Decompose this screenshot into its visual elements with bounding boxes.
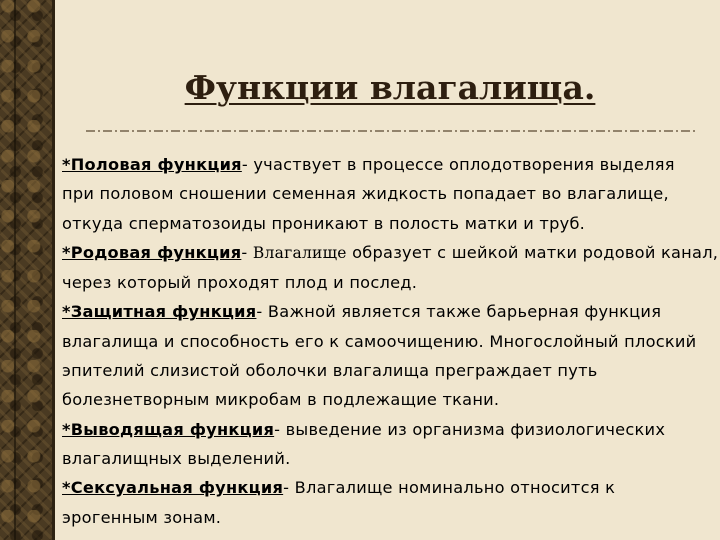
body-line: при половом сношении семенная жидкость попадает во влагалище, bbox=[62, 184, 669, 204]
slide-body bbox=[62, 150, 720, 530]
sidebar-stripe bbox=[14, 0, 16, 540]
term-excretory: *Выводящая функция bbox=[62, 419, 275, 439]
term-birth: *Родовая функция bbox=[62, 242, 242, 262]
body-line: влагалищных выделений. bbox=[62, 448, 291, 468]
section-text: участвует в процессе оплодотворения выделяя bbox=[253, 155, 675, 174]
sidebar-edge bbox=[52, 0, 55, 540]
body-line bbox=[62, 297, 720, 326]
section-text-serif: Влагалище bbox=[252, 243, 347, 262]
body-line bbox=[62, 238, 720, 268]
slide-title: Функции влагалища. bbox=[184, 68, 596, 107]
term-separator: - bbox=[283, 478, 295, 498]
body-line: эрогенным зонам. bbox=[62, 507, 222, 527]
dashed-divider bbox=[86, 128, 698, 134]
term-separator: - bbox=[256, 302, 268, 322]
section-text: выведение из организма физиологических bbox=[285, 419, 666, 439]
section-text: Важной является также барьерная функция bbox=[267, 302, 662, 322]
term-protective: *Защитная функция bbox=[62, 302, 257, 322]
body-line: болезнетворным микробам в подлежащие ткани. bbox=[62, 390, 500, 410]
section-text: образует с шейкой матки родовой канал, bbox=[346, 242, 719, 262]
term-sexual-reproductive: *Половая функция bbox=[62, 155, 242, 174]
body-line bbox=[62, 415, 720, 444]
body-line: эпителий слизистой оболочки влагалища преграждает путь bbox=[62, 361, 598, 381]
body-line bbox=[62, 150, 720, 179]
decorative-sidebar bbox=[0, 0, 52, 540]
term-sexual: *Сексуальная функция bbox=[62, 478, 284, 498]
body-line: через который проходят плод и послед. bbox=[62, 273, 418, 293]
body-line: откуда сперматозоиды проникают в полость матки и труб. bbox=[62, 213, 586, 233]
section-text: Влагалище номинально относится к bbox=[294, 478, 616, 498]
body-line bbox=[62, 473, 720, 502]
body-line: влагалища и способность его к самоочищению. Многослойный плоский bbox=[62, 331, 697, 351]
term-separator: - bbox=[241, 242, 253, 262]
term-separator: - bbox=[241, 155, 254, 174]
term-separator: - bbox=[274, 419, 286, 439]
